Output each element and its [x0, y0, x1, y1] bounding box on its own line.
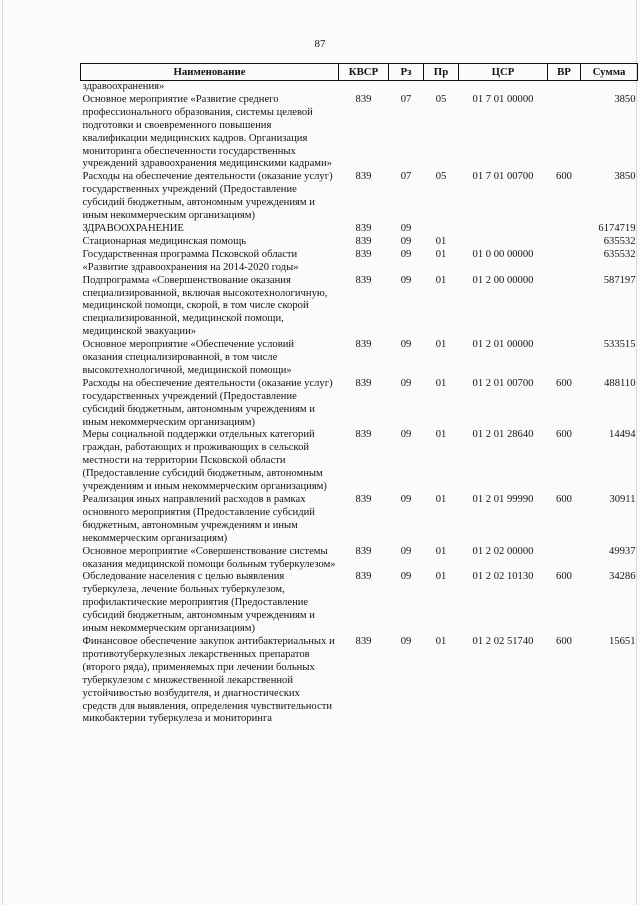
row-csr: 01 2 01 00000: [472, 339, 534, 351]
row-pr: 01: [435, 274, 447, 286]
row-name: Государственная программа Псковской области «Развитие здравоохранения на 2014-2020 годы»: [82, 248, 299, 273]
row-vr: 600: [556, 429, 572, 441]
row-csr: 01 2 02 00000: [472, 545, 534, 557]
table-row: [81, 249, 638, 275]
row-pr: 01: [435, 571, 447, 583]
row-rz: [389, 81, 424, 94]
header-row: [81, 64, 638, 81]
row-vr: 600: [556, 377, 572, 389]
row-pr: 05: [435, 171, 447, 183]
row-name: Меры социальной поддержки отдельных категорий граждан, работающих и проживающих в сельской местности на территории Псковской области (Предоставление субсидий бюджетным, автономным учреждениям и иным некоммерческим организациям): [82, 429, 327, 493]
row-kvsr: 839: [355, 248, 372, 260]
left-scan-edge: [2, 0, 3, 905]
row-vr: 600: [556, 635, 572, 647]
header-sum: Сумма: [581, 64, 638, 81]
row-name: Финансовое обеспечение закупок антибактериальных и противотуберкулезных лекарственных препаратов (второго ряда), применяемых при лечении больных туберкулезом с множественной лекарственной устойчивостью возбудителя, и диагностических средств для выявления, определения чувствительности микобактерии туберкулеза и мониторинга: [82, 635, 335, 725]
row-kvsr: 839: [355, 429, 372, 441]
table-header: [81, 64, 638, 81]
row-name: ЗДРАВООХРАНЕНИЕ: [82, 222, 184, 234]
row-name: Подпрограмма «Совершенствование оказания специализированной, включая высокотехнологичную, медицинской помощи, скорой, в том числе скорой специализированной, медицинской помощи, медицинской эвакуации»: [82, 274, 328, 338]
header-kvsr: КВСР: [339, 64, 389, 81]
row-kvsr: 839: [355, 171, 372, 183]
row-vr: [548, 339, 581, 378]
row-name: здравоохранения»: [82, 81, 165, 92]
row-kvsr: 839: [355, 494, 372, 505]
row-pr: 01: [435, 235, 447, 247]
row-sum: 3850: [614, 93, 636, 105]
row-rz: 07: [400, 171, 412, 183]
header-pr: Пр: [424, 64, 459, 81]
row-name: Обследование населения с целью выявления туберкулеза, лечение больных туберкулезом, профилактические мероприятия (Предоставление субсидий бюджетным, автономным учреждениям и иным некоммерческим организациям): [82, 571, 315, 635]
row-pr: [424, 81, 459, 94]
row-csr: [459, 81, 548, 94]
row-vr: 600: [556, 494, 572, 505]
row-rz: 09: [400, 545, 412, 557]
row-csr: 01 2 02 10130: [472, 571, 534, 583]
header-name: Наименование: [81, 64, 339, 81]
table-row: [81, 81, 638, 94]
row-rz: 09: [400, 494, 412, 505]
table-row: [81, 171, 638, 223]
row-csr: 01 7 01 00000: [472, 93, 534, 105]
row-csr: 01 2 01 28640: [472, 429, 534, 441]
row-kvsr: 839: [355, 235, 372, 247]
row-rz: 09: [400, 571, 412, 583]
row-vr: [548, 94, 581, 171]
row-vr: [548, 275, 581, 340]
row-sum: 587197: [603, 274, 636, 286]
row-pr: 01: [435, 429, 447, 441]
row-pr: 01: [435, 377, 447, 389]
row-rz: 07: [400, 93, 412, 105]
header-rz: Рз: [389, 64, 424, 81]
row-kvsr: 839: [355, 274, 372, 286]
row-sum: 635532: [603, 248, 636, 260]
row-pr: 01: [435, 635, 447, 647]
row-sum: 533515: [603, 339, 636, 351]
row-name: Основное мероприятие «Обеспечение условий оказания специализированной, в том числе высокотехнологичной, медицинской помощи»: [82, 339, 295, 376]
row-sum: 30911: [609, 494, 636, 505]
row-pr: 05: [435, 93, 447, 105]
row-kvsr: 839: [355, 377, 372, 389]
row-sum: 34286: [609, 571, 636, 583]
header-vr: ВР: [548, 64, 581, 81]
row-sum: 488110: [604, 377, 636, 389]
table-row: [81, 378, 638, 430]
row-vr: [548, 236, 581, 249]
table-row: [81, 636, 638, 726]
table-row: [81, 223, 638, 236]
table-row: [81, 494, 638, 546]
row-kvsr: 839: [355, 571, 372, 583]
row-kvsr: 839: [355, 545, 372, 557]
row-pr: 01: [435, 494, 447, 505]
row-sum: 49937: [609, 545, 636, 557]
row-kvsr: 839: [355, 635, 372, 647]
row-csr: 01 2 00 00000: [472, 274, 534, 286]
row-vr: [548, 546, 581, 572]
row-name: Основное мероприятие «Развитие среднего профессионального образования, системы целевой подготовки и своевременного повышения квалификации медицинских кадров. Организация мониторинга обеспеченности государственных учреждений здравоохранения медицинскими кадрами»: [82, 93, 332, 170]
row-sum: 6174719: [598, 222, 636, 234]
row-pr: [424, 223, 459, 236]
row-vr: [548, 249, 581, 275]
row-vr: 600: [556, 571, 572, 583]
row-pr: 01: [435, 248, 447, 260]
row-name: Расходы на обеспечение деятельности (оказание услуг) государственных учреждений (Предоставление субсидий бюджетным, автономным учреждениям и иным некоммерческим организациям): [82, 171, 333, 222]
row-rz: 09: [400, 429, 412, 441]
row-kvsr: 839: [355, 222, 372, 234]
row-csr: 01 2 01 99990: [472, 494, 534, 505]
row-rz: 09: [400, 235, 412, 247]
row-csr: 01 0 00 00000: [472, 248, 534, 260]
row-kvsr: 839: [355, 93, 372, 105]
row-csr: 01 7 01 00700: [472, 171, 534, 183]
table-row: [81, 339, 638, 378]
row-rz: 09: [400, 339, 412, 351]
row-sum: [581, 81, 638, 94]
row-pr: 01: [435, 545, 447, 557]
row-rz: 09: [400, 248, 412, 260]
row-csr: 01 2 01 00700: [472, 377, 534, 389]
row-rz: 09: [400, 222, 412, 234]
row-kvsr: 839: [355, 339, 372, 351]
row-pr: 01: [435, 339, 447, 351]
row-kvsr: [339, 81, 389, 94]
row-rz: 09: [400, 377, 412, 389]
table-row: [81, 236, 638, 249]
row-csr: [459, 223, 548, 236]
table-row: [81, 571, 638, 636]
table-row: [81, 429, 638, 494]
row-rz: 09: [400, 274, 412, 286]
row-vr: [548, 81, 581, 94]
row-sum: 14494: [609, 429, 636, 441]
row-name: Реализация иных направлений расходов в рамках основного мероприятия (Предоставление субсидий бюджетным, автономным учреждениям и иным некоммерческим организациям): [82, 494, 315, 544]
table-row: [81, 94, 638, 171]
row-sum: 3850: [614, 171, 636, 183]
row-rz: 09: [400, 635, 412, 647]
row-csr: 01 2 02 51740: [472, 635, 534, 647]
table-row: [81, 275, 638, 340]
page-number: 87: [314, 38, 326, 50]
row-sum: 635532: [603, 235, 636, 247]
row-csr: [459, 236, 548, 249]
table-body: [81, 81, 638, 727]
row-vr: 600: [556, 171, 572, 183]
header-csr: ЦСР: [459, 64, 548, 81]
budget-table: [80, 63, 638, 726]
row-sum: 15651: [609, 635, 636, 647]
row-vr: [548, 223, 581, 236]
row-name: Основное мероприятие «Совершенствование системы оказания медицинской помощи больным туберкулезом»: [82, 545, 336, 570]
row-name: Стационарная медицинская помощь: [82, 235, 247, 247]
row-name: Расходы на обеспечение деятельности (оказание услуг) государственных учреждений (Предоставление субсидий бюджетным, автономным учреждениям и иным некоммерческим организациям): [82, 377, 333, 428]
table-row: [81, 546, 638, 572]
